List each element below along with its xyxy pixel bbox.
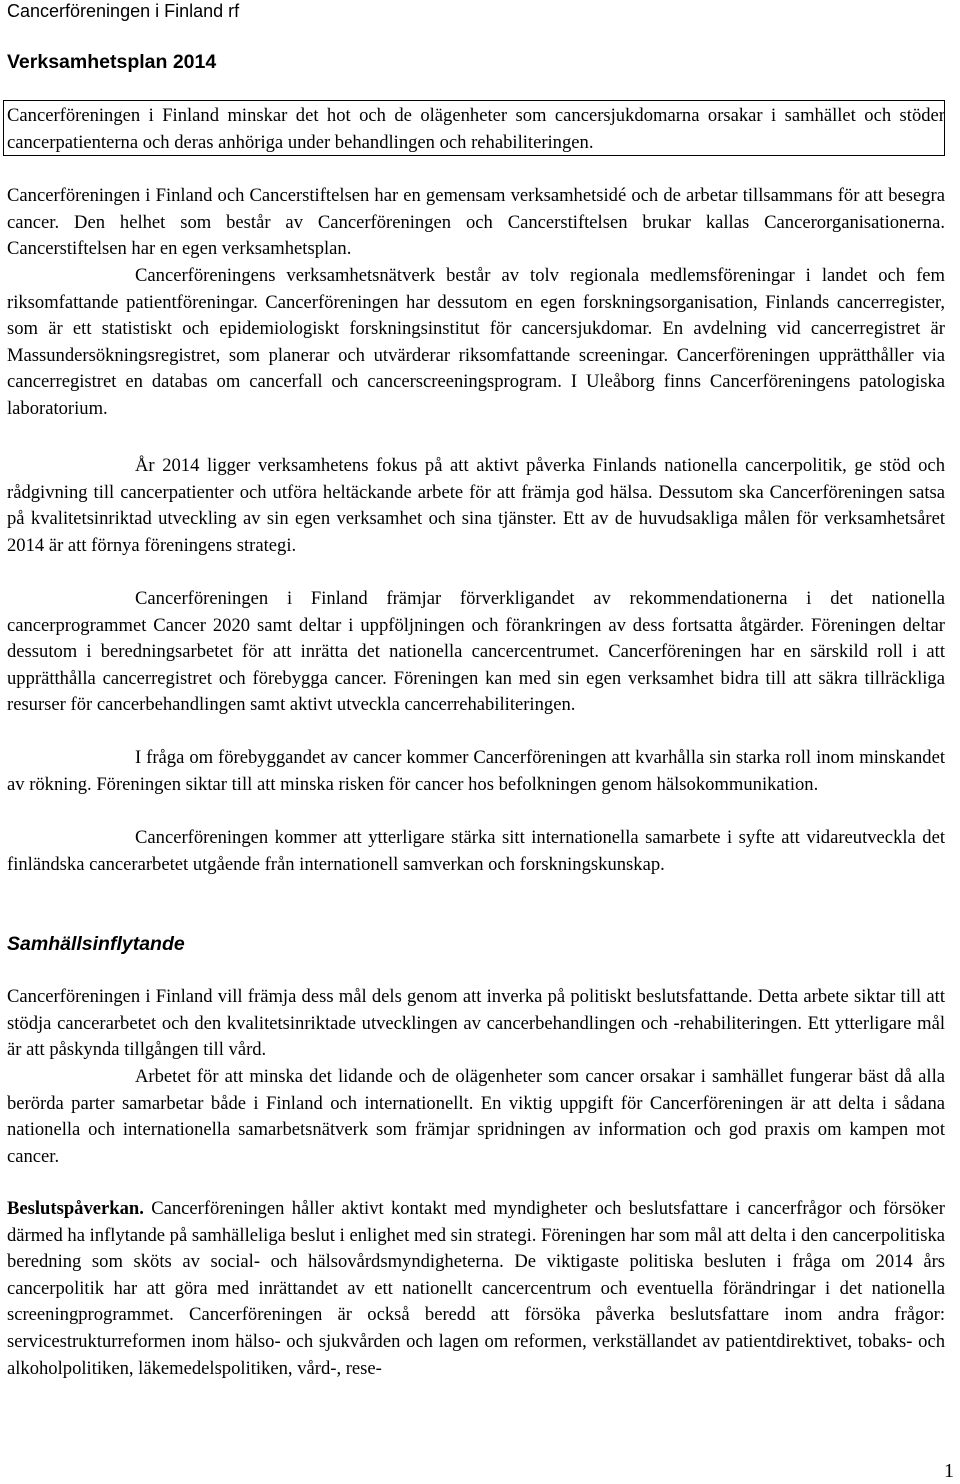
intro-paragraph-2: Cancerföreningens verksamhetsnätverk består av tolv regionala medlemsföreningar i landet och fem riksomfattande patientföreningar. Cancerföreningen har dessutom en egen forskningsorganisation, Finlands cancerregister, som är ett statistiskt och epidemiologiskt forskningsinstitut för cancersjukdomar. En avdelning vid cancerregistret är Massundersökningsregistret, som planerar och utvärderar riksomfattande screeningar. Cancerföreningen upprätthåller via cancerregistret en databas om cancerfall och cancerscreeningsprogram. I Uleåborg finns Cancerföreningens patologiska laboratorium. bbox=[7, 265, 945, 419]
document-title: Verksamhetsplan 2014 bbox=[7, 51, 217, 73]
intro-paragraph-6: Cancerföreningen kommer att ytterligare stärka sitt internationella samarbete i syfte att vidareutveckla det finländska cancerarbetet utgående från internationell samverkan och forskningskunskap. bbox=[7, 827, 945, 875]
paragraph-body: Cancerföreningen håller aktivt kontakt med myndigheter och beslutsfattare i cancerfrågor och försöker därmed ha inflytande på samhälleliga beslut i enlighet med sin strategi. Föreningen har som mål att delta i den cancerpolitiska beredning som sköts av social- och hälsovårdsmyndigheterna. De viktigaste politiska besluten i fråga om 2014 års cancerpolitik har att göra med inrättandet av ett nationellt cancercentrum och eventuella förändringar i det nationella screeningprogrammet. Cancerföreningen är också beredd att försöka påverka beslutsfattare inom andra frågor: servicestrukturreformen inom hälso- och sjukvården och lagen om reformen, verkställandet av patientdirektivet, tobaks- och alkoholpolitiken, läkemedelspolitiken, vård-, rese- bbox=[7, 1198, 945, 1379]
intro-paragraph-4: Cancerföreningen i Finland främjar förverkligandet av rekommendationerna i det nationella cancerprogrammet Cancer 2020 samt deltar i uppföljningen och förankringen av dess fortsatta åtgärder. Föreningen deltar dessutom i beredningsarbetet för att inrätta det nationella cancercentrumet. Cancerföreningen har en särskild roll i att upprätthålla cancerregistret och förebygga cancer. Föreningen kan med sin egen verksamhet bidra till att säkra tillräckliga resurser för cancerbehandlingen samt aktivt utveckla cancerrehabiliteringen. bbox=[7, 588, 945, 716]
section-paragraph-1: Cancerföreningen i Finland vill främja dess mål dels genom att inverka på politiskt beslutsfattande. Detta arbete siktar till att stödja cancerarbetet och den kvalitetsinriktade utvecklingen av cancerbehandlingen och -rehabiliteringen. Ett ytterligare mål är att påskynda tillgången till vård. bbox=[7, 986, 945, 1061]
organization-name: Cancerföreningen i Finland rf bbox=[7, 1, 240, 21]
paragraph-lead-term: Beslutspåverkan. bbox=[7, 1198, 144, 1219]
intro-paragraph-3: År 2014 ligger verksamhetens fokus på att aktivt påverka Finlands nationella cancerpolitik, ge stöd och rådgivning till cancerpatienter och utföra heltäckande arbete för att främja god hälsa. Dessutom ska Cancerföreningen satsa på kvalitetsinriktad utveckling av sin egen verksamhet och sina tjänster. Ett av de huvudsakliga målen för verksamhetsåret 2014 är att förnya föreningens strategi. bbox=[7, 455, 945, 556]
mission-statement: Cancerföreningen i Finland minskar det hot och de olägenheter som cancersjukdomarna orsakar i samhället och stöder cancerpatienterna och deras anhöriga under behandlingen och rehabiliteringen. bbox=[7, 105, 945, 153]
section-paragraph-3 bbox=[7, 1196, 945, 1382]
intro-paragraph-5: I fråga om förebyggandet av cancer kommer Cancerföreningen att kvarhålla sin starka roll inom minskandet av rökning. Föreningen siktar till att minska risken för cancer hos befolkningen genom hälsokommunikation. bbox=[7, 747, 945, 795]
section-paragraph-2: Arbetet för att minska det lidande och de olägenheter som cancer orsakar i samhället fungerar bäst då alla berörda parter samarbetar både i Finland och internationellt. En viktig uppgift för Cancerföreningen är att delta i sådana nationella och internationella samarbetsnätverk som främjar spridningen av information och god praxis om kampen mot cancer. bbox=[7, 1066, 945, 1167]
intro-paragraph-1: Cancerföreningen i Finland och Cancerstiftelsen har en gemensam verksamhetsidé och de arbetar tillsammans för att besegra cancer. Den helhet som består av Cancerföreningen och Cancerstiftelsen brukar kallas Cancerorganisationerna. Cancerstiftelsen har en egen verksamhetsplan. bbox=[7, 185, 945, 260]
page-number: 1 bbox=[944, 1460, 954, 1482]
section-heading: Samhällsinflytande bbox=[7, 933, 185, 955]
